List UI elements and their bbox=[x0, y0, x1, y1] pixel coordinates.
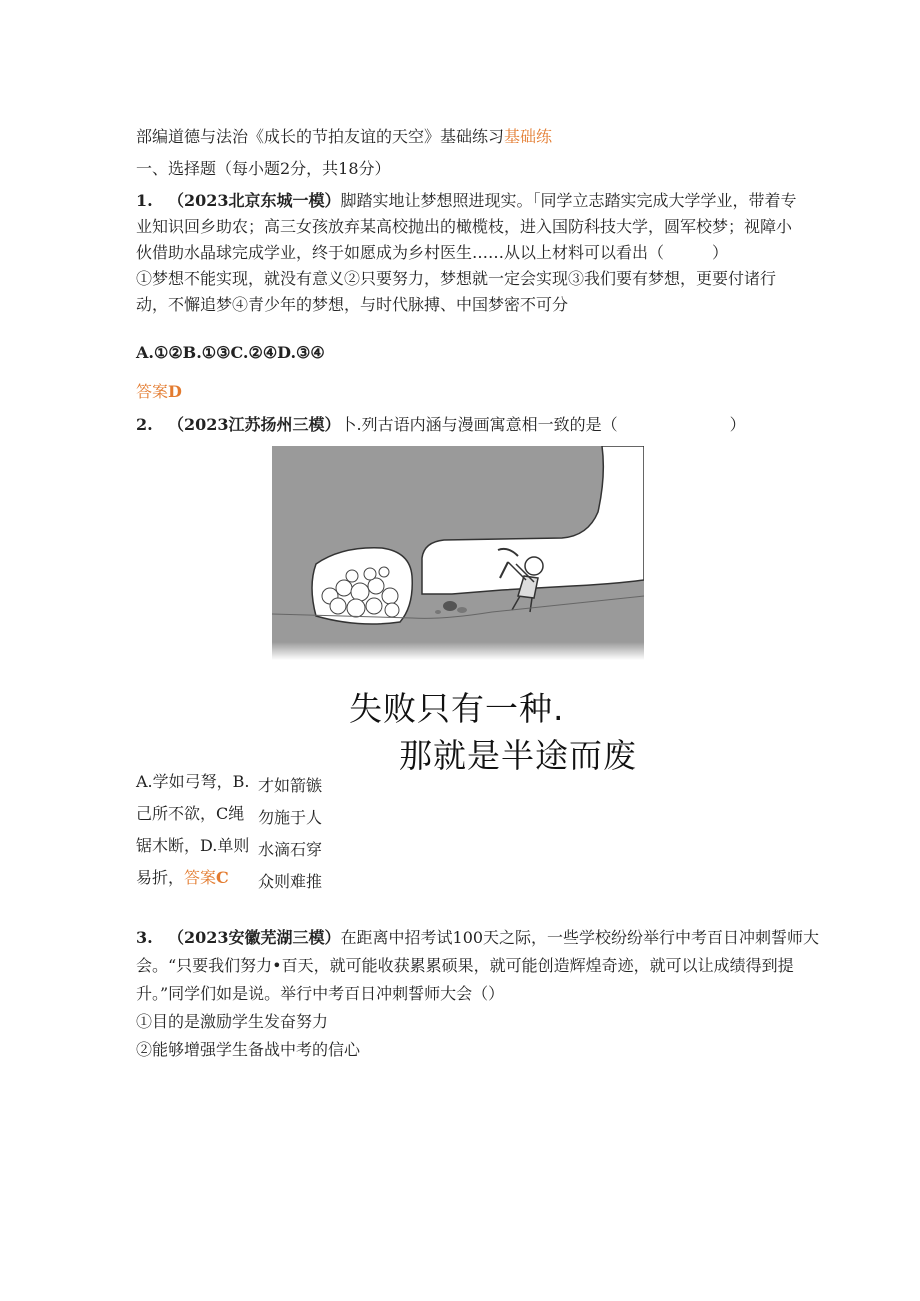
option-line: 众则难推 bbox=[258, 872, 323, 891]
question-1-stem-3: 伙借助水晶球完成学业，终于如愿成为乡村医生……从以上材料可以看出（ ） bbox=[136, 243, 729, 262]
option-line: 勿施于人 bbox=[258, 808, 323, 827]
answer-value: D bbox=[168, 382, 182, 401]
question-3 bbox=[136, 924, 820, 1064]
question-3-stem-1: 在距离中招考试100天之际，一些学校纷纷举行中考百日冲刺誓师大 bbox=[340, 928, 820, 947]
question-3-line-1 bbox=[136, 924, 820, 952]
section-header: 一、选择题（每小题2分，共18分） bbox=[136, 159, 391, 178]
question-1-source: （2023北京东城一模） bbox=[167, 191, 341, 210]
cartoon-image bbox=[272, 446, 644, 660]
option-line: 水滴石穿 bbox=[258, 840, 323, 859]
question-1-statements-2: 动，不懈追梦④青少年的梦想，与时代脉搏、中国梦密不可分 bbox=[136, 295, 569, 314]
question-2-number: 2. bbox=[136, 415, 153, 434]
question-2-source: （2023江苏扬州三模） bbox=[167, 415, 341, 434]
question-2-answer: 答案C bbox=[184, 868, 229, 887]
title-main: 部编道德与法治《成长的节拍友谊的天空》基础练习 bbox=[136, 127, 505, 146]
option-line: A.学如弓弩，B. bbox=[136, 772, 250, 791]
option-line: 锯木断，D.单则 bbox=[136, 836, 250, 855]
question-1-number: 1. bbox=[136, 191, 153, 210]
option-line: 才如箭镞 bbox=[258, 776, 323, 795]
question-2-options-left bbox=[136, 766, 250, 894]
question-1-options: A.①②B.①③C.②④D.③④ bbox=[136, 343, 325, 362]
question-3-number: 3. bbox=[136, 928, 153, 947]
question-2-line-1 bbox=[136, 414, 746, 436]
question-3-statement-2: ②能够增强学生备战中考的信心 bbox=[136, 1040, 361, 1059]
question-2-stem: 卜.列古语内涵与漫画寓意相一致的是（ ） bbox=[340, 415, 746, 434]
bottom-fade bbox=[272, 642, 644, 660]
title-tag: 基础练 bbox=[504, 127, 553, 146]
answer-label: 答案 bbox=[136, 382, 169, 401]
option-line: 易折，答案C bbox=[136, 868, 229, 887]
question-1-stem-2: 业知识回乡助农；高三女孩放弃某高校抛出的橄榄枝，进入国防科技大学，圆军校梦；视障小 bbox=[136, 217, 793, 236]
question-1 bbox=[136, 188, 797, 318]
question-1-answer bbox=[136, 381, 182, 403]
question-1-stem-1: 脚踏实地让梦想照进现实。「同学立志踏实完成大学学业，带着专 bbox=[340, 191, 797, 210]
document-title bbox=[136, 126, 552, 148]
cartoon-caption-line-1: 失败只有一种. bbox=[349, 689, 565, 728]
option-line: 己所不欲，C绳 bbox=[136, 804, 245, 823]
question-3-statement-1: ①目的是激励学生发奋努力 bbox=[136, 1012, 329, 1031]
cartoon-caption-line-2: 那就是半途而废 bbox=[399, 736, 637, 775]
question-2-options-right bbox=[258, 770, 322, 898]
question-3-source: （2023安徽芜湖三模） bbox=[167, 928, 341, 947]
question-3-stem-2: 会。“只要我们努力•百天，就可能收获累累硕果，就可能创造辉煌奇迹，就可以让成绩得到提 bbox=[136, 956, 794, 975]
question-1-statements-1: ①梦想不能实现，就没有意义②只要努力，梦想就一定会实现③我们要有梦想，更要付诸行 bbox=[136, 269, 777, 288]
question-1-line-1 bbox=[136, 188, 797, 214]
question-3-stem-3: 升。”同学们如是说。举行中考百日冲刺誓师大会（） bbox=[136, 984, 505, 1003]
